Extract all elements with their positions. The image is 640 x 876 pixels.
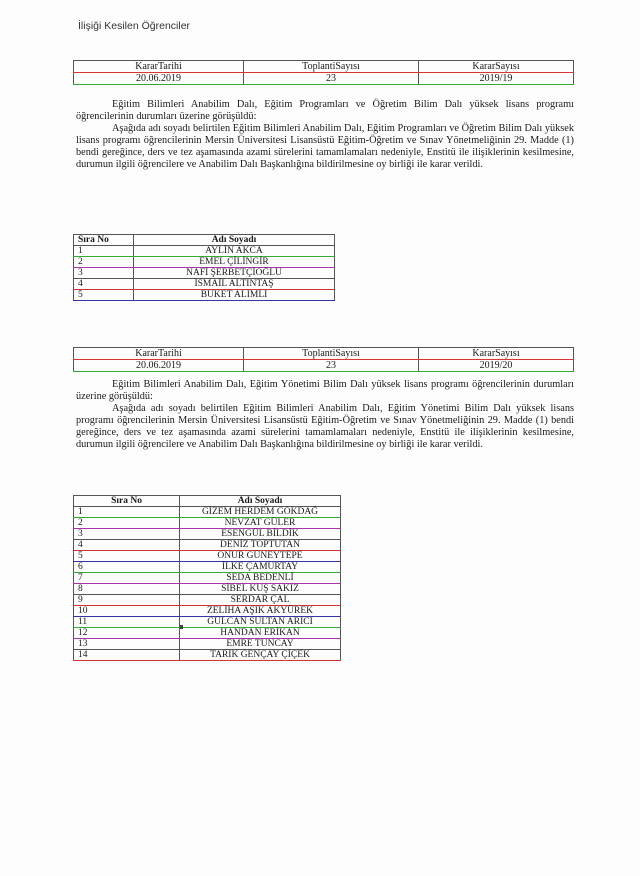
student-name: TARIK GENÇAY ÇİÇEK [180,650,341,661]
table-row [74,562,341,573]
table-row [74,246,335,257]
student-name: GİZEM HERDEM GÖKDAĞ [180,507,341,518]
col-no-header: Sıra No [74,235,134,246]
document-header: İlişiği Kesilen Öğrenciler [78,20,191,32]
col-name-header: Adı Soyadı [180,496,341,507]
scan-speck [180,625,183,629]
decision-number-header: KararSayısı [419,348,574,360]
student-name: NAFİ ŞERBETÇİOĞLU [134,268,335,279]
table-row [74,290,335,301]
table-row [74,628,341,639]
student-name: İLKE ÇAMURTAY [180,562,341,573]
student-number: 4 [74,540,180,551]
student-name: SERDAR ÇAL [180,595,341,606]
student-number: 14 [74,650,180,661]
table-row [74,279,335,290]
student-name: SİBEL KUŞ SAKIZ [180,584,341,595]
decision-date: 20.06.2019 [74,73,244,85]
student-number: 3 [74,268,134,279]
section-2-text [76,379,574,451]
student-number: 6 [74,562,180,573]
section-1-text [76,99,574,171]
student-name: ESENGÜL BİLDİK [180,529,341,540]
student-number: 8 [74,584,180,595]
student-number: 12 [74,628,180,639]
student-name: ZELİHA AŞIK AKYÜREK [180,606,341,617]
table-row [74,606,341,617]
meeting-number: 23 [244,360,419,372]
col-name-header: Adı Soyadı [134,235,335,246]
table-row [74,551,341,562]
student-number: 2 [74,518,180,529]
student-name: HANDAN ERİKAN [180,628,341,639]
student-number: 5 [74,551,180,562]
col-no-header: Sıra No [74,496,180,507]
section-1-body: Aşağıda adı soyadı belirtilen Eğitim Bilimleri Anabilim Dalı, Eğitim Programları ve Öğretim Bilim Dalı yüksek lisans programı öğrencilerinin Mersin Üniversitesi Lisansüstü Eğitim-Öğretim ve Sınav Yönetmeliğinin 29. Madde (1) bendi gereğince, ders ve tez aşamasında azami sürelerini tamamlamaları nedeniyle, Enstitü ile ilişiklerinin kesilmesine, durumun ilgili öğrencilere ve Anabilim Dalı Başkanlığına bildirilmesine oy birliği ile karar verildi. [76,123,574,170]
meeting-number-header: ToplantiSayısı [244,348,419,360]
decision-date: 20.06.2019 [74,360,244,372]
student-name: EMEL ÇİLİNGİR [134,257,335,268]
student-name: AYLİN AKCA [134,246,335,257]
student-number: 3 [74,529,180,540]
student-number: 1 [74,507,180,518]
section-2-intro: Eğitim Bilimleri Anabilim Dalı, Eğitim Yönetimi Bilim Dalı yüksek lisans programı öğrencilerinin durumları üzerine görüşüldü: [76,379,574,402]
student-name: NEVZAT GÜLER [180,518,341,529]
table-row [74,595,341,606]
student-name: EMRE TUNCAY [180,639,341,650]
section-2-body: Aşağıda adı soyadı belirtilen Eğitim Bilimleri Anabilim Dalı, Eğitim Yönetimi Bilim Dalı yüksek lisans programı öğrencilerinin Mersin Üniversitesi Lisansüstü Eğitim-Öğretim ve Sınav Yönetmeliğinin 29. Madde (1) bendi gereğince, ders ve tez aşamasında azami sürelerini tamamlamaları nedeniyle, Enstitü ile ilişiklerinin kesilmesine, durumun ilgili öğrencilere ve Anabilim Dalı Başkanlığına bildirilmesine oy birliği ile karar verildi. [76,403,574,450]
meeting-number: 23 [244,73,419,85]
student-number: 9 [74,595,180,606]
student-name: İSMAİL ALTINTAŞ [134,279,335,290]
student-number: 13 [74,639,180,650]
table-row [74,573,341,584]
student-name: GÜLCAN SULTAN ARICI [180,617,341,628]
table-row [74,540,341,551]
decision-date-header: KararTarihi [74,348,244,360]
student-name: DENİZ TOPTUTAN [180,540,341,551]
decision-number: 2019/20 [419,360,574,372]
table-row [74,507,341,518]
decision-date-header: KararTarihi [74,61,244,73]
decision-table-1 [73,60,574,85]
table-row [74,529,341,540]
students-table-1 [73,234,335,301]
table-row [74,617,341,628]
students-table-2 [73,495,341,661]
student-number: 1 [74,246,134,257]
table-row [74,268,335,279]
decision-number-header: KararSayısı [419,61,574,73]
student-number: 2 [74,257,134,268]
table-row [74,639,341,650]
student-name: SEDA BEDENLİ [180,573,341,584]
student-number: 7 [74,573,180,584]
table-row [74,518,341,529]
student-number: 10 [74,606,180,617]
meeting-number-header: ToplantiSayısı [244,61,419,73]
decision-number: 2019/19 [419,73,574,85]
student-number: 11 [74,617,180,628]
student-name: ONUR GÜNEYTEPE [180,551,341,562]
decision-table-2 [73,347,574,372]
student-number: 4 [74,279,134,290]
table-row [74,584,341,595]
student-name: BUKET ALIMLI [134,290,335,301]
student-number: 5 [74,290,134,301]
table-row [74,257,335,268]
section-1-intro: Eğitim Bilimleri Anabilim Dalı, Eğitim Programları ve Öğretim Bilim Dalı yüksek lisans programı öğrencilerinin durumları üzerine görüşüldü: [76,99,574,122]
table-row [74,650,341,661]
